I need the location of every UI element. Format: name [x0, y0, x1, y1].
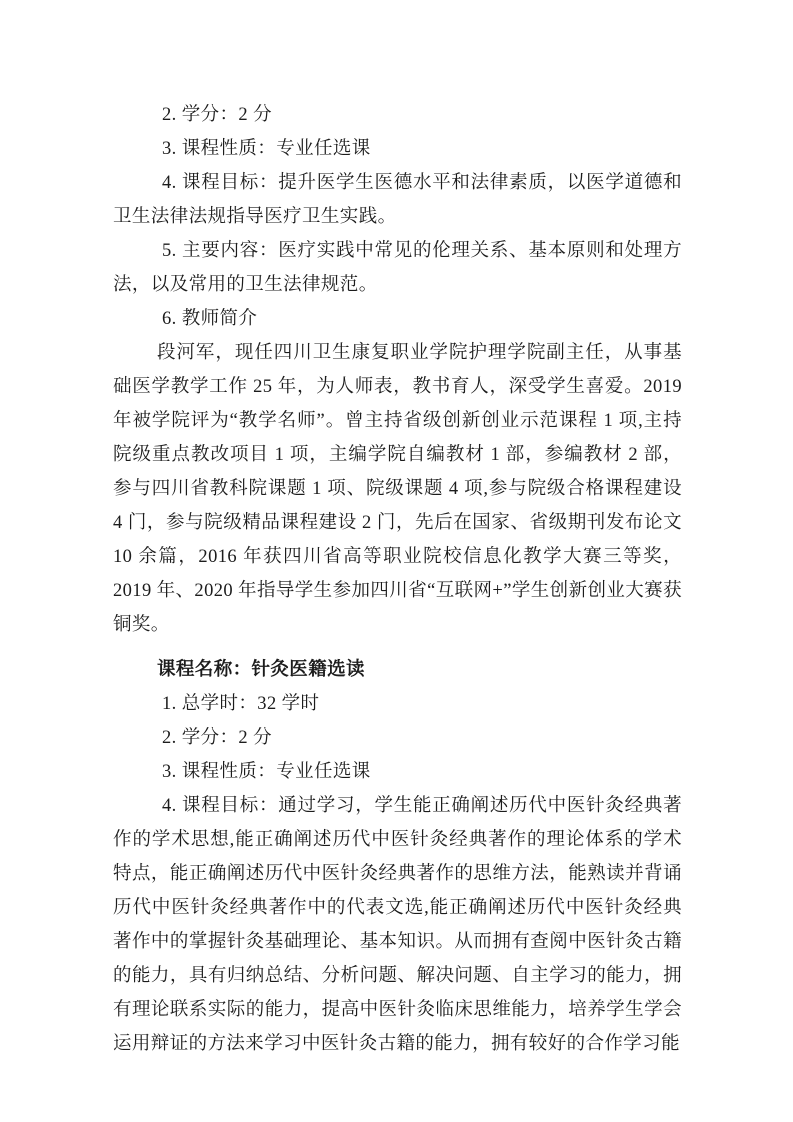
- item-course-goal-course1: 4. 课程目标：提升医学生医德水平和法律素质，以医学道德和卫生法律法规指导医疗卫生实践。: [113, 173, 682, 227]
- item-credits-course2: 2. 学分：2 分: [162, 728, 272, 748]
- item-course-goal-course2: 4. 课程目标：通过学习，学生能正确阐述历代中医针灸经典著作的学术思想,能正确阐述历代中医针灸经典著作的理论体系的学术特点，能正确阐述历代中医针灸经典著作的思维方法，能熟读并背诵历代中医针灸经典著作中的代表文选,能正确阐述历代中医针灸经典著作中的掌握针灸基础理论、基本知识。从而拥有查阅中医针灸古籍的能力，具有归纳总结、分析问题、解决问题、自主学习的能力，拥有理论联系实际的能力，提高中医针灸临床思维能力，培养学生学会运用辩证的方法来学习中医针灸古籍的能力，拥有较好的合作学习能: [113, 796, 682, 1054]
- document-content-area: [113, 98, 682, 1061]
- course-title-heading: 课程名称：针灸医籍选读: [157, 660, 365, 680]
- item-teacher-intro-label: 6. 教师简介: [162, 309, 258, 329]
- item-total-hours-course2: 1. 总学时：32 学时: [162, 694, 320, 714]
- item-main-content-course1: 5. 主要内容：医疗实践中常见的伦理关系、基本原则和处理方法，以及常用的卫生法律规范。: [113, 241, 682, 295]
- teacher-bio-paragraph: 段河军，现任四川卫生康复职业学院护理学院副主任，从事基础医学教学工作 25 年，为人师表，教书育人，深受学生喜爱。2019 年被学院评为“教学名师”。曾主持省级创新创业示范课程 1 项,主持院级重点教改项目 1 项，主编学院自编教材 1 部，参编教材 2 部，参与四川省教科院课题 1 项、院级课题 4 项,参与院级合格课程建设 4 门，参与院级精品课程建设 2 门，先后在国家、省级期刊发布论文 10 余篇，2016 年获四川省高等职业院校信息化教学大赛三等奖，2019 年、2020 年指导学生参加四川省“互联网+”学生创新创业大赛获铜奖。: [113, 343, 682, 635]
- item-course-nature-course2: 3. 课程性质：专业任选课: [162, 762, 371, 782]
- item-course-nature-course1: 3. 课程性质：专业任选课: [162, 139, 371, 159]
- item-credits-course1: 2. 学分：2 分: [162, 105, 272, 125]
